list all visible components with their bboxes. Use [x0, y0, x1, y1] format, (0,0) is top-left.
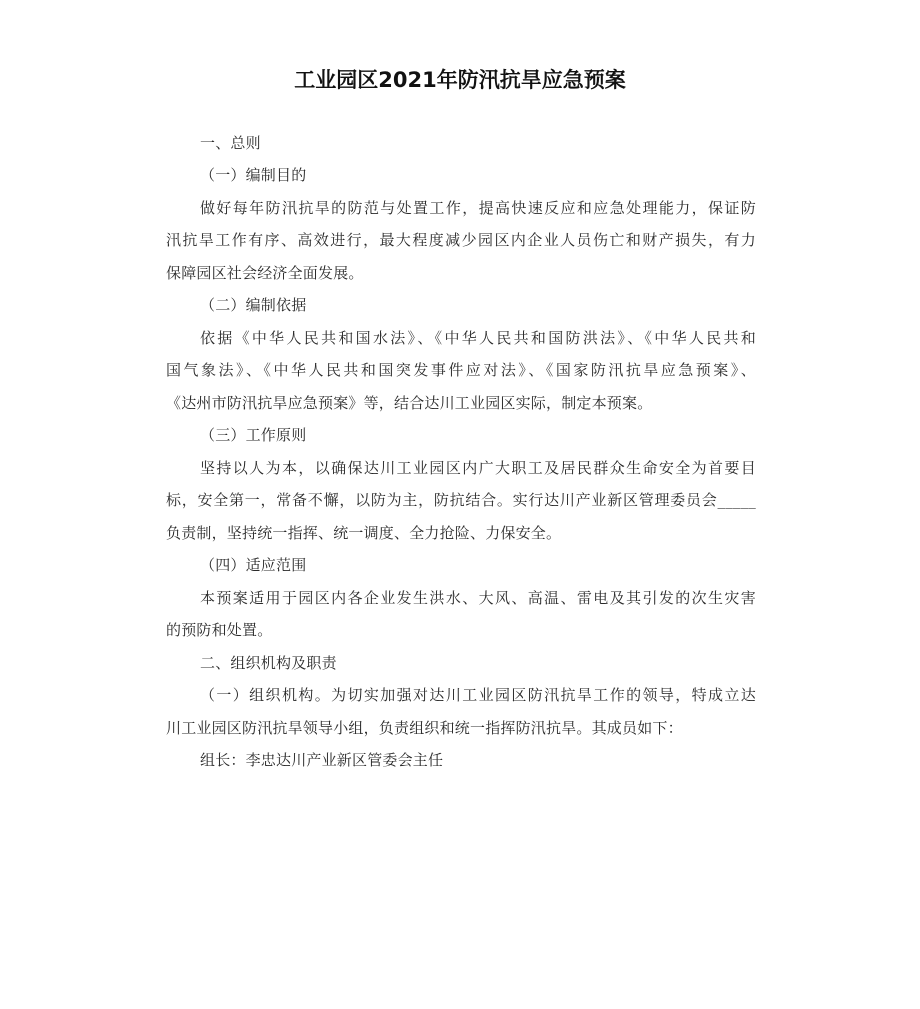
- section-heading-general: 一、总则: [200, 134, 261, 152]
- paragraph-line: 坚持以人为本，以确保达川工业园区内广大职工及居民群众生命安全为首要目: [200, 459, 756, 477]
- subsection-heading-scope: （四）适应范围: [200, 556, 307, 574]
- paragraph-line: 组长：李忠达川产业新区管委会主任: [200, 751, 444, 769]
- paragraph-line: 负责制，坚持统一指挥、统一调度、全力抢险、力保安全。: [166, 524, 562, 542]
- paragraph-line: （一）组织机构。为切实加强对达川工业园区防汛抗旱工作的领导，特成立达: [200, 686, 756, 704]
- paragraph-line: 做好每年防汛抗旱的防范与处置工作，提高快速反应和应急处理能力，保证防: [200, 199, 756, 217]
- paragraph-line: 的预防和处置。: [166, 621, 273, 639]
- paragraph-line: 川工业园区防汛抗旱领导小组，负责组织和统一指挥防汛抗旱。其成员如下：: [166, 719, 683, 737]
- paragraph-line: 《达州市防汛抗旱应急预案》等，结合达川工业园区实际，制定本预案。: [166, 394, 653, 412]
- section-heading-organization: 二、组织机构及职责: [200, 654, 337, 672]
- paragraph-line: 国气象法》、《中华人民共和国突发事件应对法》、《国家防汛抗旱应急预案》、: [166, 361, 756, 379]
- document-title: 工业园区2021年防汛抗旱应急预案: [294, 68, 626, 92]
- paragraph-line: 依据《中华人民共和国水法》、《中华人民共和国防洪法》、《中华人民共和: [200, 329, 756, 347]
- subsection-heading-basis: （二）编制依据: [200, 296, 307, 314]
- subsection-heading-purpose: （一）编制目的: [200, 166, 307, 184]
- subsection-heading-principles: （三）工作原则: [200, 426, 307, 444]
- paragraph-line: 本预案适用于园区内各企业发生洪水、大风、高温、雷电及其引发的次生灾害: [200, 589, 756, 607]
- paragraph-line: 汛抗旱工作有序、高效进行，最大程度减少园区内企业人员伤亡和财产损失，有力: [166, 231, 756, 249]
- paragraph-line: 标，安全第一，常备不懈，以防为主，防抗结合。实行达川产业新区管理委员会_____: [166, 491, 756, 509]
- paragraph-line: 保障园区社会经济全面发展。: [166, 264, 364, 282]
